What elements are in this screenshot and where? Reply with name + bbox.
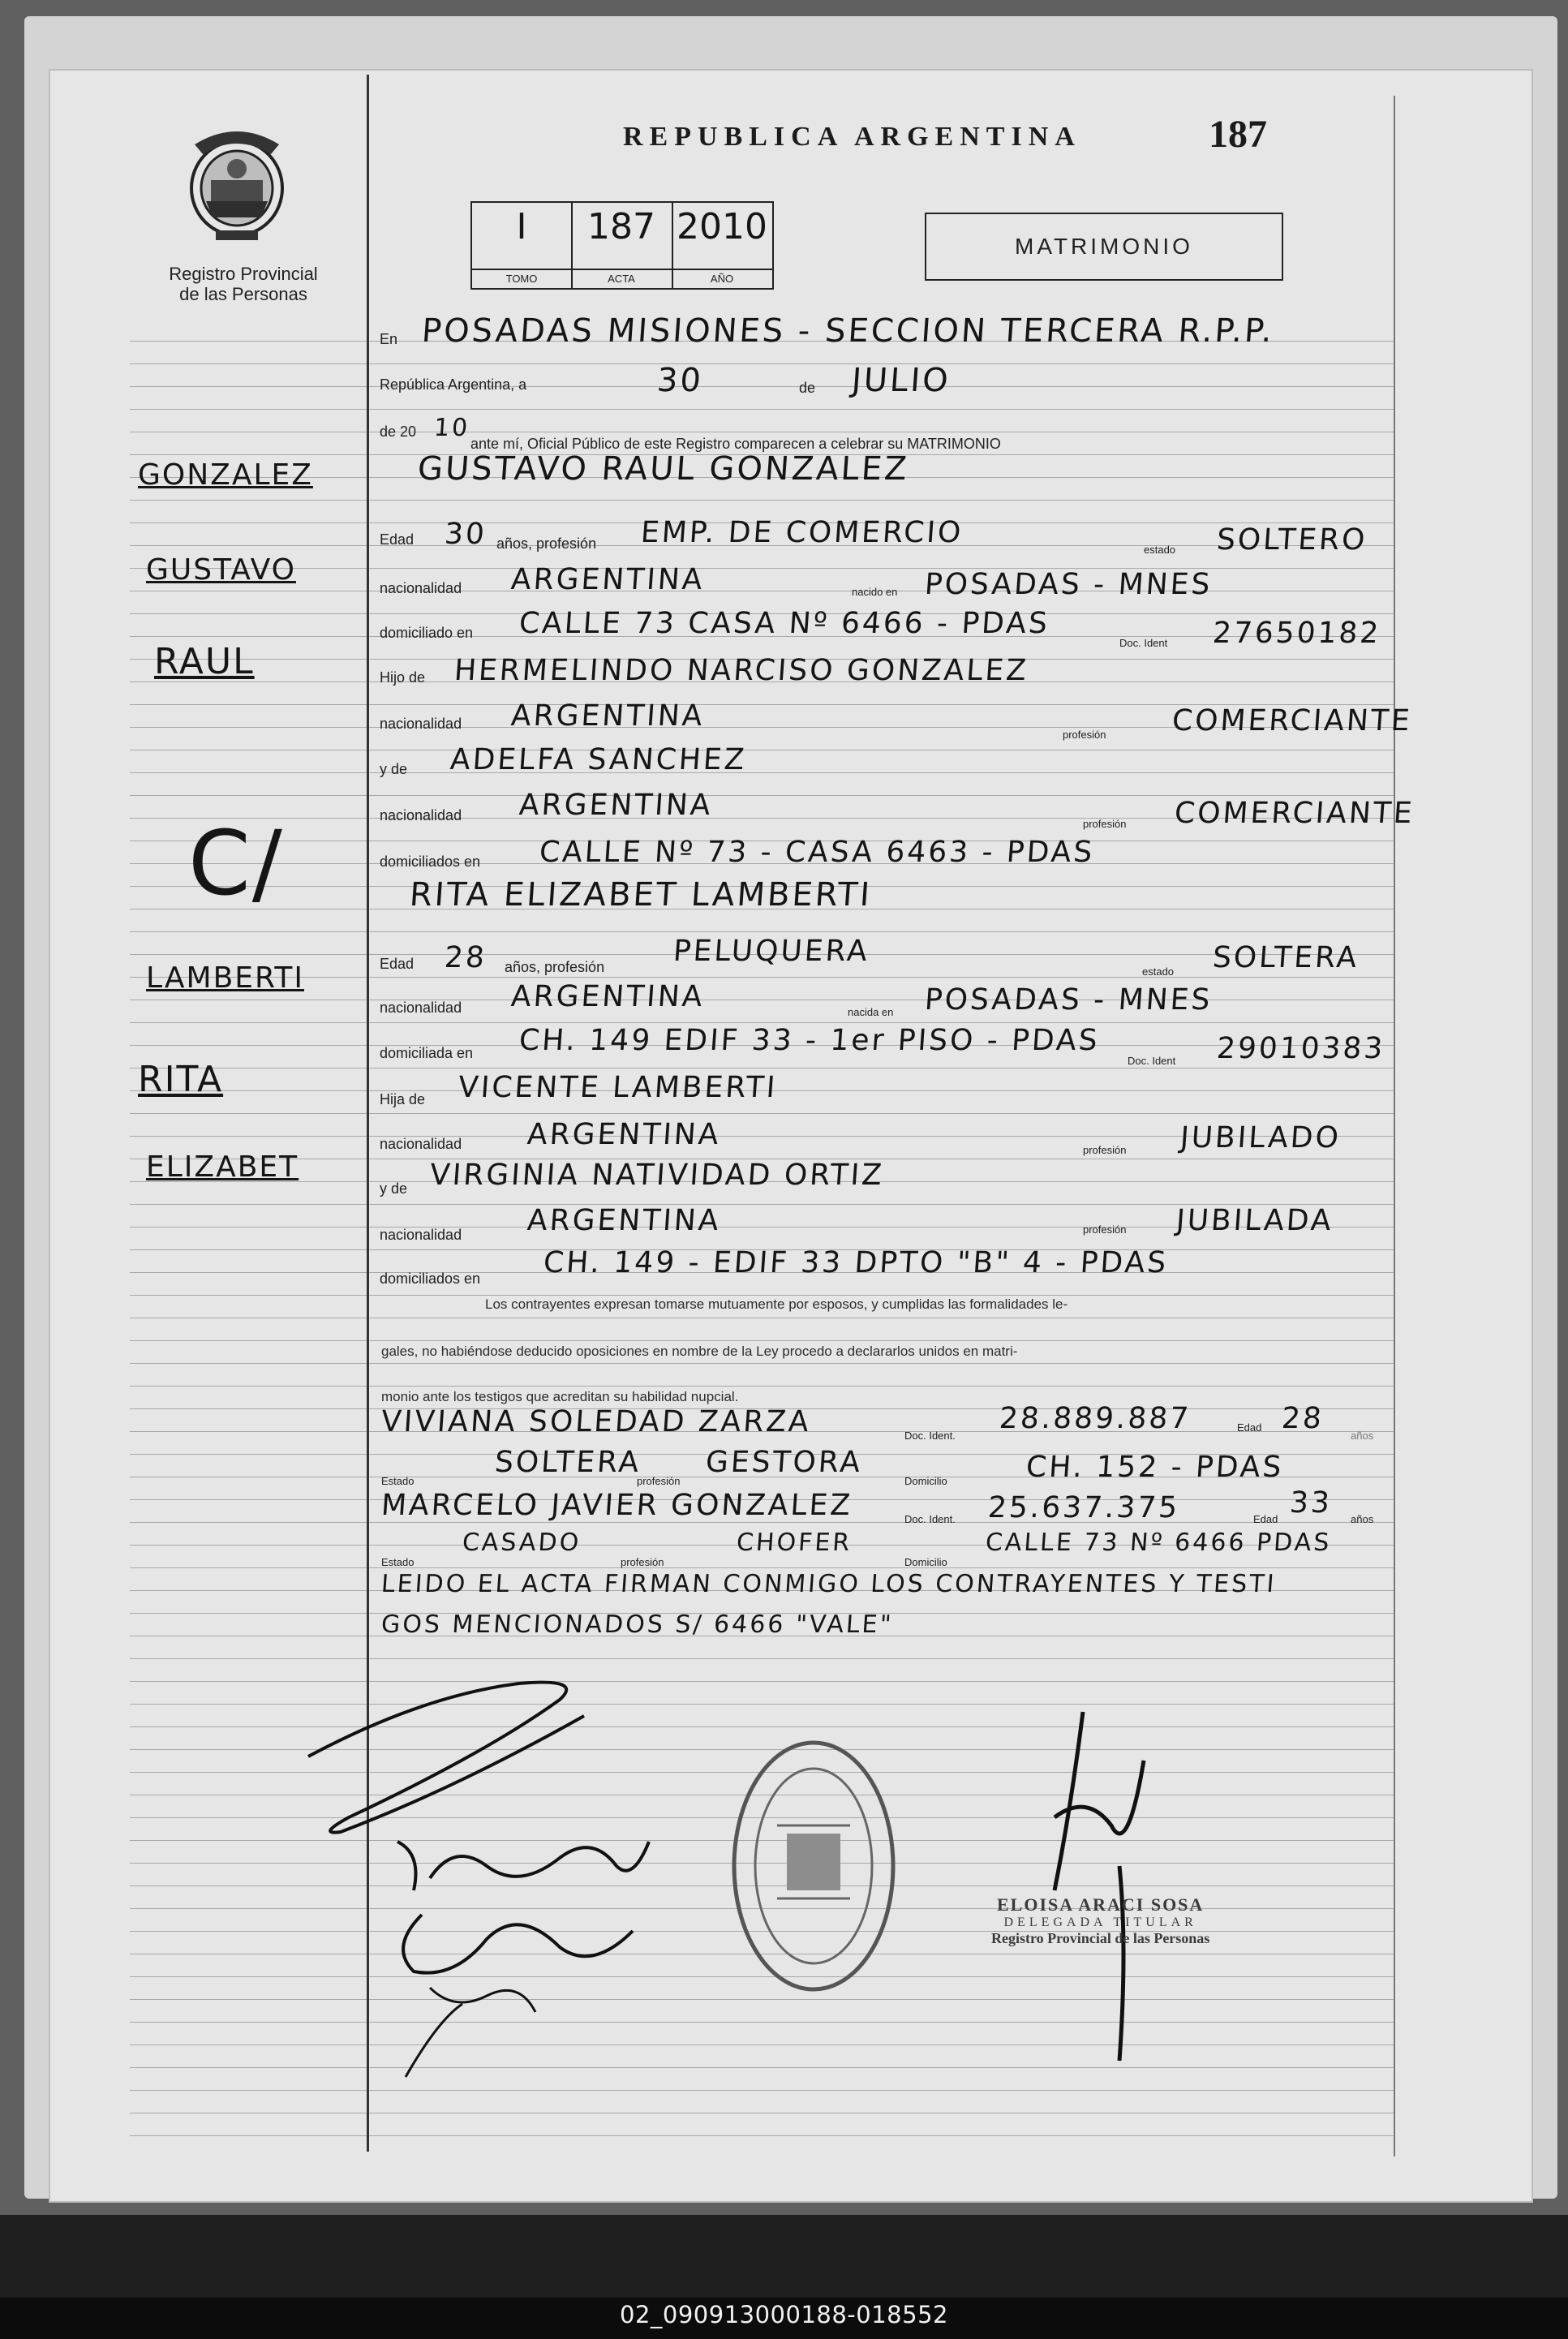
bride-name: RITA ELIZABET LAMBERTI (408, 876, 874, 914)
witness-1-doc: 28.889.887 (998, 1402, 1192, 1435)
label-groom-doc: Doc. Ident (1119, 637, 1168, 649)
ruled-line (130, 795, 1395, 796)
ruled-line (130, 2135, 1395, 2136)
groom-parents-address: CALLE Nº 73 - CASA 6463 - PDAS (538, 836, 1096, 869)
groom-birthplace: POSADAS - MNES (923, 568, 1214, 601)
bride-mother-nationality: ARGENTINA (526, 1204, 722, 1237)
act-month: JULIO (850, 362, 952, 399)
label-bride-domiciliada: domiciliada en (380, 1045, 474, 1061)
file-label: 02_090913000188-018552 (620, 2301, 948, 2328)
witness-1-age: 28 (1280, 1402, 1325, 1435)
acta-cell (571, 203, 673, 288)
ruled-line (130, 2044, 1395, 2045)
margin-note-second-name: RAUL (154, 641, 255, 682)
witness-1-name: VIVIANA SOLEDAD ZARZA (380, 1405, 813, 1438)
label-groom-edad: Edad (380, 531, 415, 548)
groom-age: 30 (443, 518, 488, 551)
official-signature-block (991, 1894, 1209, 1947)
label-bride-mother-nationality: nacionalidad (380, 1227, 462, 1243)
document-title: REPUBLICA ARGENTINA (623, 122, 1081, 152)
tomo-cell (472, 203, 573, 288)
groom-profession: EMP. DE COMERCIO (639, 516, 964, 549)
label-groom-y-de: y de (380, 761, 408, 777)
label-witness-1-profesion: profesión (637, 1475, 681, 1487)
ruled-line (130, 1113, 1395, 1114)
bride-profession: PELUQUERA (672, 935, 871, 968)
bride-father: VICENTE LAMBERTI (457, 1071, 779, 1104)
label-bride-doc: Doc. Ident (1128, 1055, 1176, 1067)
label-witness-1-anos: años (1351, 1430, 1374, 1442)
groom-status: SOLTERO (1215, 523, 1368, 557)
closing-note-2: GOS MENCIONADOS S/ 6466 "VALE" (380, 1610, 895, 1639)
groom-name: GUSTAVO RAUL GONZALEZ (416, 450, 911, 488)
act-year: 10 (432, 414, 471, 442)
label-witness-1-doc: Doc. Ident. (904, 1430, 956, 1442)
label-bride-father-nationality: nacionalidad (380, 1136, 462, 1152)
registry-name-line-1: Registro Provincial (169, 264, 318, 284)
label-bride-y-de: y de (380, 1180, 408, 1197)
label-groom-anos-profesion: años, profesión (496, 535, 597, 552)
label-groom-estado: estado (1144, 544, 1176, 556)
groom-nationality: ARGENTINA (509, 563, 706, 596)
bride-nationality: ARGENTINA (509, 980, 706, 1013)
label-groom-hijo: Hijo de (380, 669, 426, 686)
registry-name-line-2: de las Personas (179, 284, 307, 304)
witness-1-status: SOLTERA (493, 1446, 642, 1479)
official-seal-stamp-icon (728, 1736, 899, 1996)
groom-mother-nationality: ARGENTINA (518, 789, 714, 822)
act-day: 30 (655, 362, 705, 399)
label-en: En (380, 331, 398, 347)
page-number: 187 (1209, 113, 1267, 156)
label-groom-mother-profession: profesión (1083, 818, 1127, 830)
label-witness-1-domicilio: Domicilio (904, 1475, 947, 1487)
groom-address: CALLE 73 CASA Nº 6466 - PDAS (518, 607, 1051, 640)
closing-text-3: monio ante los testigos que acreditan su habilidad nupcial. (381, 1389, 739, 1404)
ruled-line (130, 1022, 1395, 1023)
ruled-line (130, 1386, 1395, 1387)
label-bride-hija: Hija de (380, 1091, 426, 1107)
tomo-label: TOMO (472, 269, 571, 288)
groom-father-nationality: ARGENTINA (509, 699, 706, 733)
label-bride-nacida-en: nacida en (848, 1006, 894, 1018)
ruled-line (130, 1567, 1395, 1568)
witness-2-address: CALLE 73 Nº 6466 PDAS (984, 1529, 1333, 1557)
label-witness-2-domicilio: Domicilio (904, 1556, 947, 1568)
label-bride-nacionalidad: nacionalidad (380, 1000, 462, 1016)
label-bride-father-profession: profesión (1083, 1144, 1127, 1156)
acta-value: 187 (587, 206, 655, 247)
acta-label: ACTA (571, 269, 672, 288)
bride-birthplace: POSADAS - MNES (923, 983, 1214, 1017)
ruled-line (130, 2067, 1395, 2068)
bride-doc-id: 29010383 (1215, 1032, 1386, 1065)
registry-name (114, 264, 373, 304)
label-bride-anos-profesion: años, profesión (505, 959, 605, 975)
bride-status: SOLTERA (1211, 941, 1360, 974)
left-margin-line (367, 75, 369, 2152)
label-bride-parents-address: domiciliados en (380, 1271, 481, 1287)
closing-text-1: Los contrayentes expresan tomarse mutuamente por esposos, y cumplidas las formalidades le- (485, 1296, 1068, 1312)
ruled-line (130, 409, 1395, 410)
ruled-line (130, 386, 1395, 387)
registration-box (470, 201, 774, 290)
margin-note-bride-first-name: RITA (138, 1059, 224, 1100)
bride-mother-profession: JUBILADA (1175, 1204, 1334, 1237)
margin-note-bride-second-name: ELIZABET (146, 1150, 299, 1184)
ruled-line (130, 2022, 1395, 2023)
ruled-line (130, 1726, 1395, 1727)
label-groom-father-nationality: nacionalidad (380, 716, 462, 732)
groom-mother: ADELFA SANCHEZ (449, 743, 748, 776)
ruled-line (130, 772, 1395, 773)
ruled-line (130, 363, 1395, 364)
label-ante-mi: ante mí, Oficial Público de este Registro comparecen a celebrar su MATRIMONIO (470, 436, 1001, 452)
witness-1-address: CH. 152 - PDAS (1025, 1451, 1285, 1484)
label-groom-mother-nationality: nacionalidad (380, 807, 462, 823)
ruled-line (130, 500, 1395, 501)
label-groom-domiciliado: domiciliado en (380, 625, 474, 641)
label-witness-1-edad: Edad (1237, 1421, 1262, 1434)
bride-parents-address: CH. 149 - EDIF 33 DPTO "B" 4 - PDAS (542, 1246, 1170, 1279)
bride-mother: VIRGINIA NATIVIDAD ORTIZ (428, 1159, 886, 1192)
bride-father-nationality: ARGENTINA (526, 1118, 722, 1151)
ruled-line (130, 1522, 1395, 1523)
closing-text-2: gales, no habiéndose deducido oposiciones en nombre de la Ley procedo a declararlos unidos en matri- (381, 1344, 1018, 1359)
ruled-line (130, 1658, 1395, 1659)
witness-2-age: 33 (1288, 1486, 1334, 1520)
margin-note-surname: GONZALEZ (138, 458, 313, 492)
ruled-line (130, 1681, 1395, 1682)
official-name: ELOISA ARACI SOSA (997, 1894, 1205, 1915)
margin-note-bride-surname: LAMBERTI (146, 961, 305, 995)
groom-doc-id: 27650182 (1211, 617, 1382, 650)
label-witness-1-estado: Estado (381, 1475, 415, 1487)
label-groom-parents-address: domiciliados en (380, 853, 481, 870)
label-groom-nacido-en: nacido en (852, 586, 898, 598)
label-groom-nacionalidad: nacionalidad (380, 580, 462, 596)
ruled-line (130, 2090, 1395, 2091)
label-de-20: de 20 (380, 424, 417, 440)
act-type-box: MATRIMONIO (925, 213, 1283, 281)
witness-2-status: CASADO (461, 1529, 582, 1557)
groom-mother-profession: COMERCIANTE (1173, 797, 1415, 830)
bride-age: 28 (443, 941, 488, 974)
label-witness-2-edad: Edad (1253, 1513, 1278, 1525)
label-witness-2-estado: Estado (381, 1556, 415, 1568)
ruled-line (130, 1999, 1395, 2000)
ruled-line (130, 931, 1395, 932)
act-place: POSADAS MISIONES - SECCION TERCERA R.P.P. (420, 312, 1276, 350)
ruled-line (130, 1704, 1395, 1705)
witness-2-name: MARCELO JAVIER GONZALEZ (380, 1489, 854, 1522)
label-groom-father-profession: profesión (1063, 729, 1106, 741)
tomo-value: I (516, 206, 527, 247)
groom-father: HERMELINDO NARCISO GONZALEZ (453, 654, 1030, 687)
bride-address: CH. 149 EDIF 33 - 1er PISO - PDAS (518, 1024, 1101, 1057)
groom-father-profession: COMERCIANTE (1171, 704, 1413, 737)
official-title: DELEGADA TITULAR (1003, 1915, 1197, 1929)
witness-2-profession: CHOFER (735, 1529, 853, 1557)
ruled-line (130, 1295, 1395, 1296)
ano-cell (672, 203, 772, 288)
label-witness-2-doc: Doc. Ident. (904, 1513, 956, 1525)
label-bride-mother-profession: profesión (1083, 1223, 1127, 1236)
label-republica: República Argentina, a (380, 376, 527, 393)
margin-note-first-name: GUSTAVO (146, 553, 296, 587)
ano-value: 2010 (677, 206, 767, 247)
label-witness-2-profesion: profesión (621, 1556, 664, 1568)
ruled-line (130, 1363, 1395, 1364)
official-office: Registro Provincial de las Personas (991, 1930, 1210, 1946)
ano-label: AÑO (672, 269, 772, 288)
margin-note-conjunction: C/ (188, 811, 284, 915)
closing-note-1: LEIDO EL ACTA FIRMAN CONMIGO LOS CONTRAYENTES Y TESTI (380, 1570, 1278, 1598)
label-de: de (799, 380, 816, 396)
label-bride-estado: estado (1142, 965, 1175, 978)
witness-2-doc: 25.637.375 (986, 1491, 1181, 1524)
provincial-coat-of-arms-icon (180, 122, 294, 243)
bride-father-profession: JUBILADO (1179, 1121, 1342, 1154)
right-margin-line (1394, 96, 1395, 2156)
label-witness-2-anos: años (1351, 1513, 1374, 1525)
label-bride-edad: Edad (380, 956, 415, 972)
ruled-line (130, 977, 1395, 978)
ruled-line (130, 1340, 1395, 1341)
witness-1-profession: GESTORA (704, 1446, 864, 1479)
